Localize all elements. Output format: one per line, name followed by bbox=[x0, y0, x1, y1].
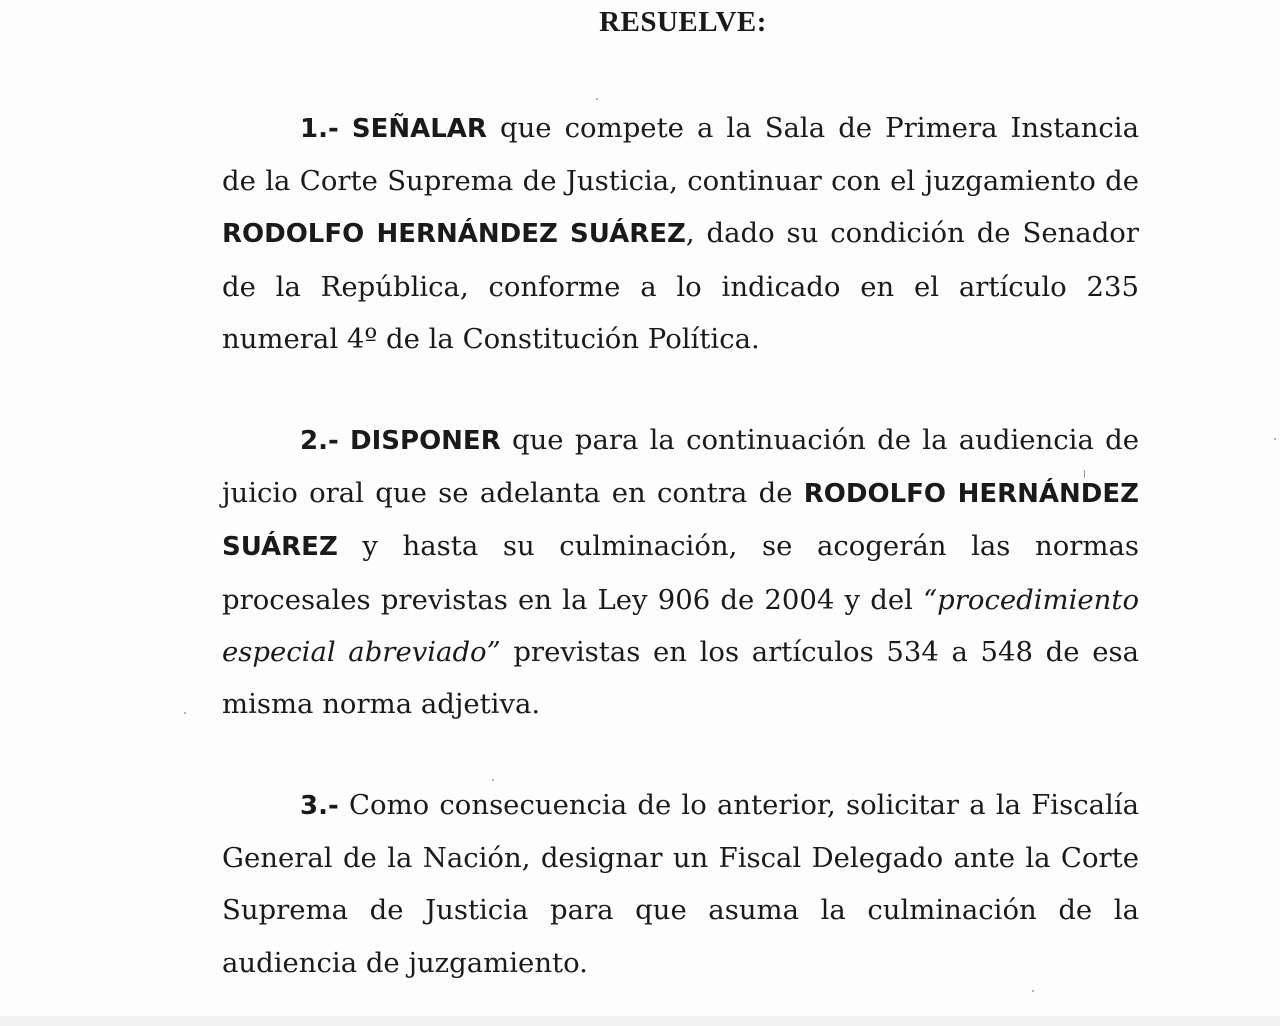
item-number: 2.- bbox=[300, 426, 339, 456]
scan-speck bbox=[596, 98, 598, 100]
item-keyword: SEÑALAR bbox=[351, 114, 487, 144]
item-text: previstas en los artículos 534 a 548 de esa misma norma adjetiva. bbox=[222, 635, 1139, 721]
quoted-procedure: “procedimiento especial abreviado” bbox=[222, 583, 1139, 668]
resolution-item-1 bbox=[222, 102, 1139, 365]
defendant-name: RODOLFO HERNÁNDEZ SUÁREZ bbox=[222, 219, 686, 250]
defendant-name: RODOLFO HERNÁNDEZ SUÁREZ bbox=[222, 479, 1139, 563]
item-text: que para la continuación de la audiencia de juicio oral que se adelanta en contra de bbox=[222, 424, 1139, 510]
scan-speck bbox=[184, 712, 186, 714]
item-text: Como consecuencia de lo anterior, solicitar a la Fiscalía General de la Nación, designar un Fiscal Delegado ante la Corte Suprema de Justicia para que asuma la culminación de la audiencia de juzgamiento. bbox=[222, 789, 1139, 979]
item-text: que compete a la Sala de Primera Instancia de la Corte Suprema de Justicia, continuar con el juzgamiento de bbox=[222, 112, 1139, 198]
page-title: RESUELVE: bbox=[599, 6, 767, 38]
resolution-item-3 bbox=[222, 779, 1139, 989]
scan-speck bbox=[1032, 990, 1034, 992]
item-number: 1.- bbox=[300, 114, 339, 144]
scan-speck bbox=[1274, 438, 1276, 440]
resolution-item-2 bbox=[222, 414, 1139, 730]
item-number: 3.- bbox=[300, 791, 339, 821]
scan-speck bbox=[1084, 470, 1085, 478]
item-text: y hasta su culminación, se acogerán las normas procesales previstas en la Ley 906 de 2004 y del bbox=[222, 530, 1139, 616]
item-keyword: DISPONER bbox=[350, 426, 501, 456]
scan-speck bbox=[492, 779, 494, 781]
item-text: , dado su condición de Senador de la República, conforme a lo indicado en el artículo 235 numeral 4º de la Constitución Política. bbox=[222, 217, 1140, 355]
page-bottom-edge bbox=[0, 1016, 1280, 1026]
